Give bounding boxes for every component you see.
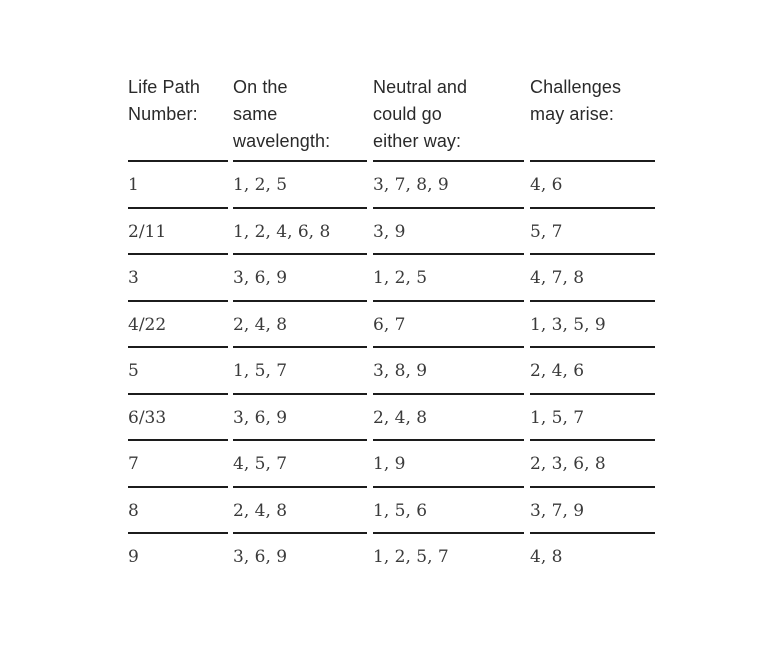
cell-challenges: 4, 8: [530, 547, 563, 567]
cell-same-wavelength: 1, 2, 5: [233, 175, 288, 195]
table-row: [128, 534, 655, 580]
cell-neutral: 1, 5, 6: [373, 500, 428, 521]
cell-challenges: 2, 4, 6: [530, 361, 585, 381]
cell-life-path-number: 9: [128, 547, 139, 567]
cell-neutral: 1, 2, 5, 7: [373, 547, 449, 567]
cell-neutral: 3, 9: [373, 221, 406, 242]
header-line: Life Path: [128, 77, 200, 97]
cell-same-wavelength: 4, 5, 7: [233, 454, 288, 474]
table-row: [128, 348, 655, 394]
cell-challenges: 4, 7, 8: [530, 268, 585, 288]
cell-neutral: 1, 9: [373, 454, 406, 474]
header-line: On the: [233, 77, 288, 97]
table-row: [128, 488, 655, 534]
header-line: either way:: [373, 131, 462, 151]
table-row: [128, 395, 655, 441]
cell-life-path-number: 2/11: [128, 221, 167, 242]
header-same-wavelength: [233, 74, 367, 155]
cell-same-wavelength: 2, 4, 8: [233, 500, 288, 521]
cell-challenges: 5, 7: [530, 221, 563, 242]
cell-life-path-number: 3: [128, 268, 139, 288]
cell-challenges: 2, 3, 6, 8: [530, 454, 606, 474]
header-life-path-number: [128, 74, 228, 128]
header-line: could go: [373, 104, 442, 124]
table-row: [128, 255, 655, 301]
table-row: [128, 441, 655, 487]
cell-same-wavelength: 3, 6, 9: [233, 407, 288, 428]
cell-same-wavelength: 3, 6, 9: [233, 268, 288, 288]
cell-life-path-number: 6/33: [128, 407, 167, 428]
cell-challenges: 1, 3, 5, 9: [530, 314, 606, 335]
cell-same-wavelength: 3, 6, 9: [233, 547, 288, 567]
cell-neutral: 6, 7: [373, 314, 406, 335]
cell-life-path-number: 5: [128, 361, 139, 381]
cell-same-wavelength: 2, 4, 8: [233, 314, 288, 335]
header-challenges: [530, 74, 655, 128]
header-neutral: [373, 74, 524, 155]
table-row: [128, 162, 655, 208]
header-line: Challenges: [530, 77, 622, 97]
cell-neutral: 3, 7, 8, 9: [373, 175, 449, 195]
header-line: may arise:: [530, 104, 615, 124]
cell-same-wavelength: 1, 5, 7: [233, 361, 288, 381]
cell-challenges: 3, 7, 9: [530, 500, 585, 521]
cell-neutral: 2, 4, 8: [373, 407, 428, 428]
cell-challenges: 4, 6: [530, 175, 563, 195]
cell-neutral: 3, 8, 9: [373, 361, 428, 381]
header-line: Neutral and: [373, 77, 468, 97]
table-row: [128, 209, 655, 255]
header-line: wavelength:: [233, 131, 331, 151]
table-row: [128, 302, 655, 348]
cell-life-path-number: 1: [128, 175, 139, 195]
cell-life-path-number: 8: [128, 500, 139, 521]
cell-life-path-number: 4/22: [128, 314, 167, 335]
table-header-row: [128, 74, 655, 161]
cell-same-wavelength: 1, 2, 4, 6, 8: [233, 221, 331, 242]
header-line: Number:: [128, 104, 198, 124]
header-line: same: [233, 104, 278, 124]
cell-life-path-number: 7: [128, 454, 139, 474]
cell-neutral: 1, 2, 5: [373, 268, 428, 288]
cell-challenges: 1, 5, 7: [530, 407, 585, 428]
